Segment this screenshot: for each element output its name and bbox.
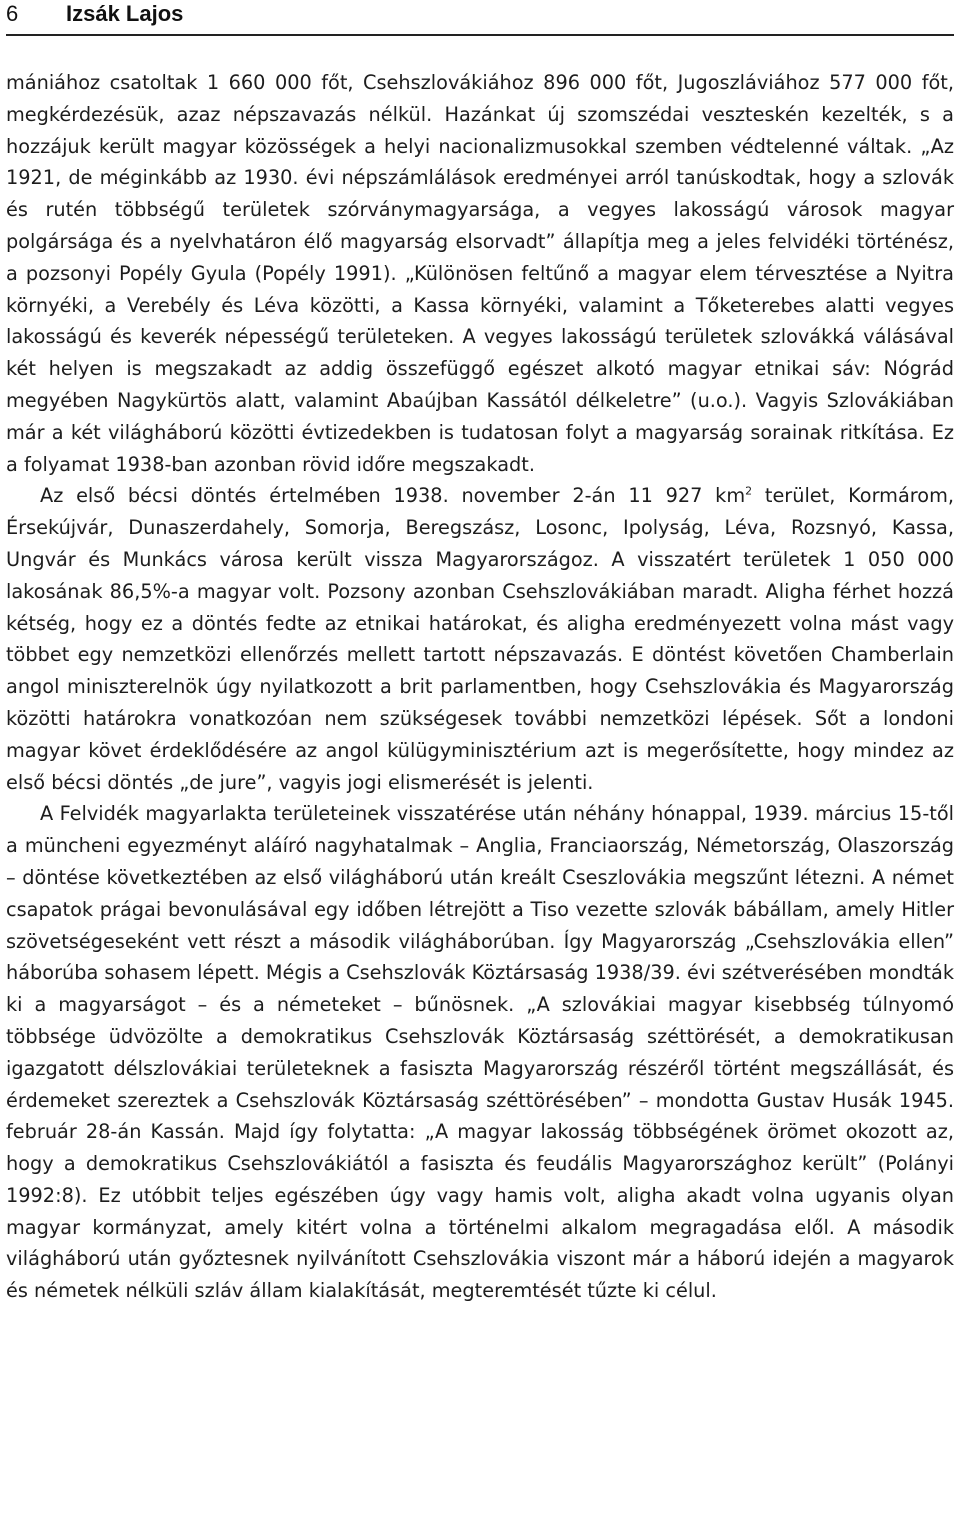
page-number: 6 [6,1,19,26]
running-header [6,0,954,36]
paragraph-1: mániához csatoltak 1 660 000 főt, Csehszlovákiához 896 000 főt, Jugoszláviához 577 000 főt, megkérdezésük, azaz népszavazás nélkül. Hazánkat új szomszédai veszteskén kezelték, s a hozzájuk került magyar közösségek a helyi nacionalizmusokkal szemben védtelenné váltak. „Az 1921, de méginkább az 1930. évi népszámlálások eredményei arról tanúskodtak, hogy a szlovák és rutén többségű területek szórványmagyarsága, a vegyes lakosságú városok magyar polgársága és a nyelvhatáron élő magyarság elsorvadt” állapítja meg a jeles felvidéki történész, a pozsonyi Popély Gyula (Popély 1991). „Különösen feltűnő a magyar elem térvesztése a Nyitra környéki, a Verebély és Léva közötti, a Kassa környéki, valamint a Tőketerebes alatti vegyes lakosságú és keverék népességű területeken. A vegyes lakosságú területek szlovákká válásával két helyen is megszakadt az addig összefüggő egészet alkotó magyar etnikai sáv: Nógrád megyében Nagykürtös alatt, valamint Abaújban Kassától délkeletre” (u.o.). Vagyis Szlovákiában már a két világháború közötti évtizedekben is tudatosan folyt a magyarság sorainak ritkítása. Ez a folyamat 1938-ban azonban rövid időre megszakadt. [6,71,954,476]
paragraph-2-text-a: Az első bécsi döntés értelmében 1938. november 2-án 11 927 km [40,484,746,508]
paragraph-2-text-b: terület, Kormárom, Érsekújvár, Dunaszerdahely, Somorja, Beregszász, Losonc, Ipolyság, Léva, Rozsnyó, Kassa, Ungvár és Munkács városa került vissza Magyarországoz. A visszatért területek 1 050 000 lakosának 86,5%-a magyar volt. Pozsony azonban Csehszlovákiában maradt. Aligha férhet hozzá kétség, hogy ez a döntés fedte az etnikai határokat, és aligha eredményezett volna mást vagy többet egy nemzetközi ellenőrzés mellett tartott népszavazás. E döntést követően Chamberlain angol miniszterelnök úgy nyilatkozott a brit parlamentben, hogy Csehszlovákia és Magyarország közötti határokra vonatkozóan nem szükségesek további nemzetközi lépések. Sőt a londoni magyar követ érdeklődésére az angol külügyminisztérium azt is megerősítette, hogy mindez az első bécsi döntés „de jure”, vagyis jogi elismerését is jelenti. [6,484,954,794]
body-text [6,67,954,1307]
paragraph-2 [6,480,954,798]
superscript-exponent: 2 [745,484,753,498]
running-head-author: Izsák Lajos [66,1,184,26]
paragraph-3: A Felvidék magyarlakta területeinek visszatérése után néhány hónappal, 1939. március 15-től a müncheni egyezményt aláíró nagyhatalmak – Anglia, Franciaország, Németország, Olaszország – döntése következtében az első világháború után kreált Cseszlovákia megszűnt létezni. A német csapatok prágai bevonulásával egy időben létrejött a Tiso vezette szlovák bábállam, amely Hitler szövetségeseként vett részt a második világháborúban. Így Magyarország „Csehszlovákia ellen” háborúba sohasem lépett. Mégis a Csehszlovák Köztársaság 1938/39. évi szétverésében mondták ki a magyarságot – és a németeket – bűnösnek. „A szlovákiai magyar kisebbség túlnyomó többsége üdvözölte a demokratikus Csehszlovák Köztársaság széttörését, a demokratikusan igazgatott délszlovákiai területeknek a fasiszta Magyarország részéről történt megszállását, és érdemeket szereztek a Csehszlovák Köztársaság széttörésében” – mondotta Gustav Husák 1945. február 28-án Kassán. Majd így folytatta: „A magyar lakosság többségének örömet okozott az, hogy a demokratikus Csehszlovákiától a fasiszta és feudális Magyarországhoz került” (Polányi 1992:8). Ez utóbbit teljes egészében úgy vagy hamis volt, aligha akadt volna ugyanis olyan magyar kormányzat, amely kitért volna a történelmi alkalom megragadása elől. A második világháború után győztesnek nyilvánított Csehszlovákia viszont már a háború idején a magyarok és németek nélküli szláv állam kialakítását, megteremtését tűzte ki célul. [6,802,954,1303]
